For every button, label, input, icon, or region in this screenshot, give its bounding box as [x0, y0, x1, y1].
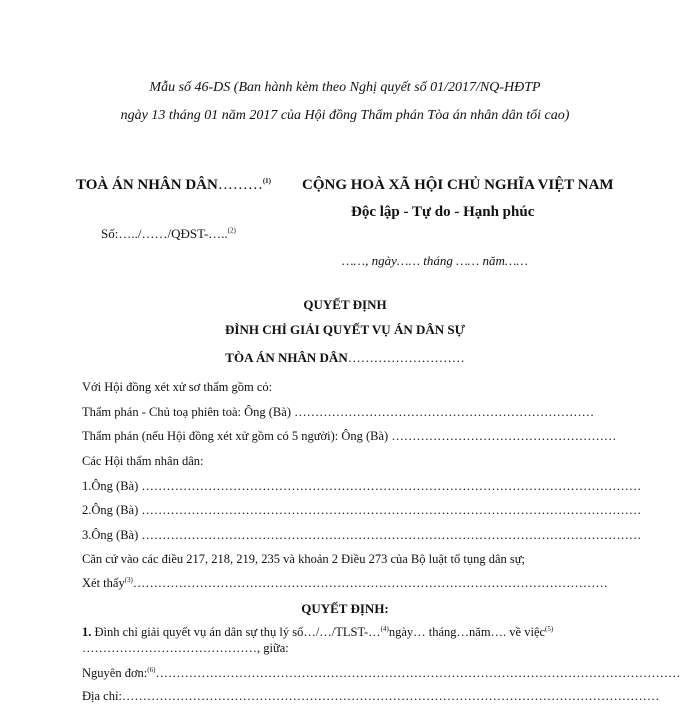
decision-item-1-line2: ……………………………………, giữa: [82, 641, 289, 655]
footnote-5: (5) [545, 624, 554, 633]
national-motto: Độc lập - Tự do - Hạnh phúc [351, 204, 535, 220]
court-title-line [0, 350, 690, 366]
decision-subtitle: ĐÌNH CHỈ GIẢI QUYẾT VỤ ÁN DÂN SỰ [225, 322, 465, 337]
decision-number [101, 226, 236, 242]
court-name-header [76, 177, 271, 194]
place-date-line: ……, ngày…… tháng …… năm…… [342, 253, 528, 268]
considering-label: Xét thấy [82, 576, 125, 590]
considering-dots: …………………………………………………………………………………………………… [132, 576, 608, 590]
footnote-4: (4) [380, 624, 389, 633]
country-name: CỘNG HOÀ XÃ HỘI CHỦ NGHĨA VIỆT NAM [302, 177, 614, 193]
address-dots: ………………………………………………………………………………………………………………… [121, 689, 660, 703]
item-1-number: 1. [82, 625, 92, 639]
footnote-1: (1) [262, 177, 271, 185]
decision-heading: QUYẾT ĐỊNH: [301, 601, 389, 616]
decision-number-label: Số:…../……/QĐST-….. [101, 226, 228, 241]
address-line [82, 689, 659, 704]
court-title-label: TÒA ÁN NHÂN DÂN [225, 350, 348, 365]
item-1-text-a: Đình chỉ giải quyết vụ án dân sự thụ lý số…/…/TLST-… [91, 625, 381, 639]
form-note-line1: Mẫu số 46-DS (Ban hành kèm theo Nghị quyết số 01/2017/NQ-HĐTP [149, 80, 541, 95]
court-name-label: TOÀ ÁN NHÂN DÂN [76, 177, 218, 193]
item-1-text-b: ngày… tháng…năm…. về việc [388, 625, 546, 639]
address-label: Địa chỉ: [82, 689, 122, 703]
legal-basis: Căn cứ vào các điều 217, 218, 219, 235 và khoản 2 Điều 273 của Bộ luật tố tụng dân sự; [82, 552, 525, 566]
assessor-line-3: 3.Ông (Bà) ………………………………………………………………………………………………………… [82, 528, 642, 542]
assessors-label: Các Hội thẩm nhân dân: [82, 454, 204, 468]
plaintiff-label: Nguyên đơn: [82, 666, 148, 680]
plaintiff-line [82, 666, 680, 681]
decision-item-1 [82, 625, 553, 640]
assessor-line-2: 2.Ông (Bà) ………………………………………………………………………………………………………… [82, 503, 642, 517]
presiding-judge-line: Thẩm phán - Chủ toạ phiên toà: Ông (Bà) ……………………………………………………………… [82, 405, 595, 419]
court-title-dots: ……………………… [347, 350, 465, 365]
decision-title: QUYẾT ĐỊNH [303, 297, 387, 312]
court-name-dots: ……… [217, 177, 263, 193]
form-note-line2: ngày 13 tháng 01 năm 2017 của Hội đồng Thẩm phán Tòa án nhân dân tối cao) [120, 108, 570, 123]
plaintiff-dots: ……………………………………………………………………………………………………………… [155, 666, 681, 680]
footnote-2: (2) [227, 226, 236, 235]
assessor-line-1: 1.Ông (Bà) ………………………………………………………………………………………………………… [82, 479, 642, 493]
optional-judge-line: Thẩm phán (nếu Hội đồng xét xử gồm có 5 người): Ông (Bà) ……………………………………………… [82, 429, 617, 443]
panel-intro: Với Hội đồng xét xử sơ thẩm gồm có: [82, 380, 273, 394]
considering-line [82, 576, 608, 591]
footnote-6: (6) [147, 665, 156, 674]
footnote-3: (3) [124, 575, 133, 584]
